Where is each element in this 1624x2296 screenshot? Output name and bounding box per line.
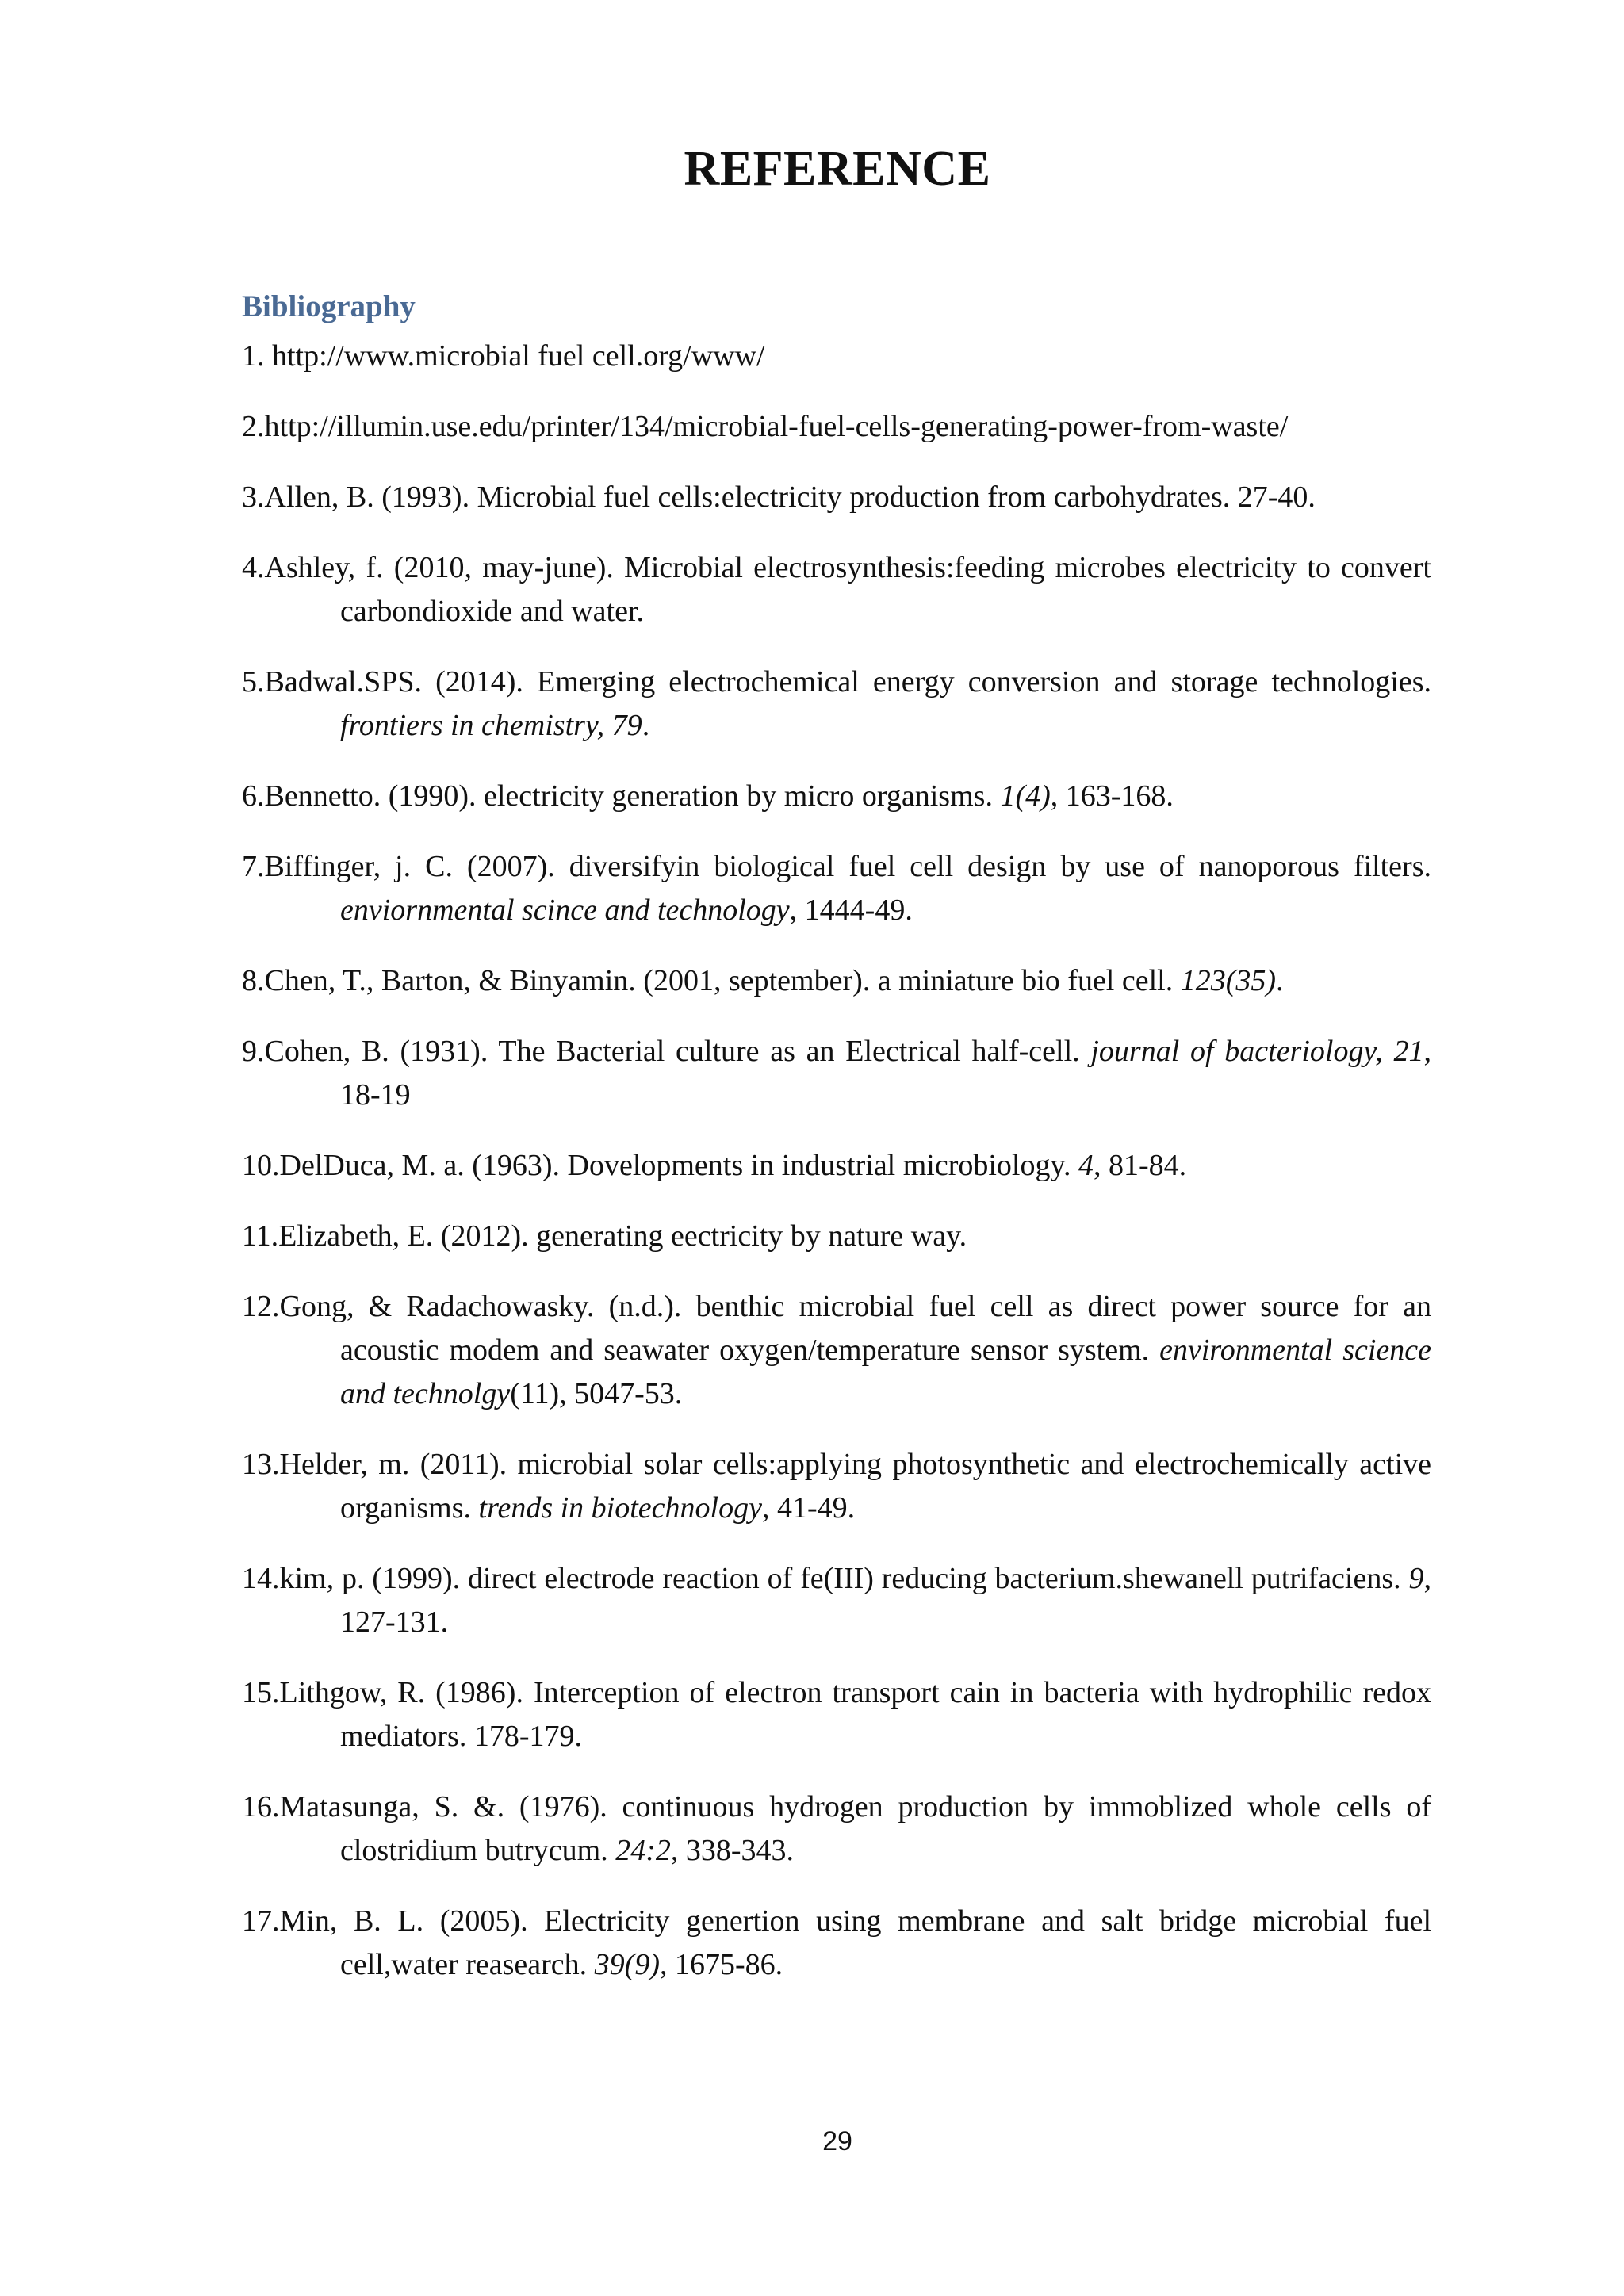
reference-italic-text: trends in biotechnology xyxy=(478,1491,762,1525)
reference-italic-text: 1(4) xyxy=(1000,779,1051,813)
reference-item xyxy=(242,1900,1431,1987)
reference-text: 2.http://illumin.use.edu/printer/134/microbial-fuel-cells-generating-power-from-waste/ xyxy=(242,410,1289,443)
reference-item xyxy=(242,335,1431,378)
reference-italic-text: enviornmental scince and technology xyxy=(340,894,790,927)
reference-text: 4.Ashley, f. (2010, may-june). Microbial electrosynthesis:feeding microbes electricity to convert carbondioxide and water. xyxy=(242,551,1431,628)
page-number: 29 xyxy=(822,2126,852,2156)
reference-text-after: . xyxy=(1276,964,1284,997)
reference-text: 7.Biffinger, j. C. (2007). diversifyin biological fuel cell design by use of nanoporous filters. xyxy=(242,850,1431,883)
reference-text: 10.DelDuca, M. a. (1963). Dovelopments in industrial microbiology. xyxy=(242,1149,1079,1182)
reference-text-after: , 163-168. xyxy=(1050,779,1174,813)
reference-item xyxy=(242,1671,1431,1758)
reference-italic-text: environmental science and technolgy xyxy=(340,1334,1432,1410)
reference-text-after: , 18-19 xyxy=(340,1035,1431,1112)
reference-list xyxy=(242,335,1431,2014)
reference-item xyxy=(242,476,1431,519)
reference-text-after: . xyxy=(642,709,650,742)
reference-item xyxy=(242,1285,1431,1416)
reference-text-after: , 1675-86. xyxy=(659,1948,783,1981)
reference-item xyxy=(242,959,1431,1003)
reference-text: 6.Bennetto. (1990). electricity generation by micro organisms. xyxy=(242,779,1001,813)
reference-item xyxy=(242,405,1431,449)
reference-text: 13.Helder, m. (2011). microbial solar cells:applying photosynthetic and electrochemically active organisms. xyxy=(242,1448,1431,1525)
reference-text: 17.Min, B. L. (2005). Electricity genertion using membrane and salt bridge microbial fuel cell,water reasearch. xyxy=(242,1904,1431,1981)
reference-text: 5.Badwal.SPS. (2014). Emerging electrochemical energy conversion and storage technologies. xyxy=(242,665,1431,698)
reference-italic-text: 9 xyxy=(1408,1562,1424,1595)
reference-text: 16.Matasunga, S. &. (1976). continuous hydrogen production by immoblized whole cells of clostridium butrycum. xyxy=(242,1790,1431,1867)
page-title: REFERENCE xyxy=(684,142,991,196)
reference-text-after: , 81-84. xyxy=(1094,1149,1187,1182)
section-heading-bibliography: Bibliography xyxy=(242,289,416,323)
reference-italic-text: 4 xyxy=(1078,1149,1094,1182)
reference-item xyxy=(242,1443,1431,1530)
reference-text-after: , 41-49. xyxy=(761,1491,856,1525)
reference-item xyxy=(242,775,1431,818)
reference-item xyxy=(242,1785,1431,1873)
reference-item xyxy=(242,1557,1431,1644)
reference-text: 1. http://www.microbial fuel cell.org/www/ xyxy=(242,339,765,373)
reference-text-after: (11), 5047-53. xyxy=(510,1377,683,1410)
reference-item xyxy=(242,546,1431,633)
reference-text: 11.Elizabeth, E. (2012). generating eectricity by nature way. xyxy=(242,1219,967,1253)
reference-italic-text: 39(9) xyxy=(594,1948,660,1981)
reference-text: 12.Gong, & Radachowasky. (n.d.). benthic microbial fuel cell as direct power source for an acoustic modem and seawater oxygen/temperature sensor system. xyxy=(242,1290,1431,1367)
reference-text: 8.Chen, T., Barton, & Binyamin. (2001, september). a miniature bio fuel cell. xyxy=(242,964,1181,997)
reference-text: 15.Lithgow, R. (1986). Interception of electron transport cain in bacteria with hydrophilic redox mediators. 178-179. xyxy=(242,1676,1431,1753)
reference-item xyxy=(242,1144,1431,1188)
reference-italic-text: 24:2 xyxy=(615,1834,671,1867)
reference-item xyxy=(242,660,1431,748)
reference-text: 3.Allen, B. (1993). Microbial fuel cells:electricity production from carbohydrates. 27-40. xyxy=(242,480,1316,514)
reference-item xyxy=(242,1215,1431,1258)
reference-italic-text: 123(35) xyxy=(1180,964,1277,997)
reference-italic-text: frontiers in chemistry, 79 xyxy=(340,709,642,742)
reference-italic-text: journal of bacteriology, 21 xyxy=(1090,1035,1424,1068)
reference-text: 9.Cohen, B. (1931). The Bacterial culture as an Electrical half-cell. xyxy=(242,1035,1091,1068)
reference-text-after: , 1444-49. xyxy=(789,894,913,927)
reference-text-after: , 338-343. xyxy=(670,1834,795,1867)
reference-item xyxy=(242,845,1431,932)
reference-item xyxy=(242,1030,1431,1117)
reference-text-after: , 127-131. xyxy=(340,1562,1431,1639)
reference-text: 14.kim, p. (1999). direct electrode reaction of fe(III) reducing bacterium.shewanell putrifaciens. xyxy=(242,1562,1409,1595)
